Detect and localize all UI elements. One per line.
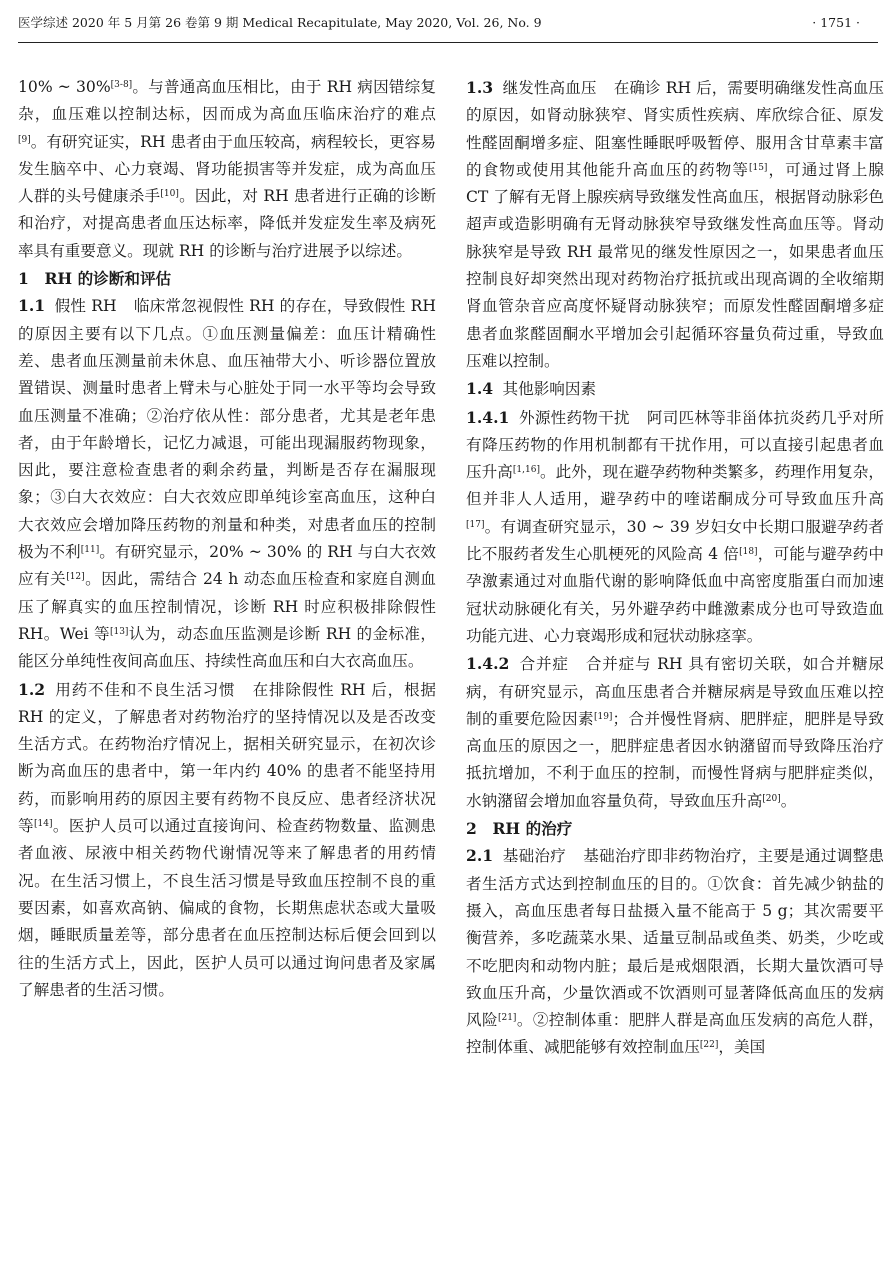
- text: 10% ~ 30%: [18, 78, 111, 96]
- text: ；合并慢性肾病、肥胖症，肥胖是导致高血压的原因之一，肥胖症患者因水钠潴留而导致降压治疗抵抗增加，不利于血压的控制，而慢性肾病与肥胖症类似，水钠潴留会增加血容量负荷，导致血压升高: [466, 709, 884, 810]
- citation: [13]: [109, 626, 129, 637]
- text: 合并症与 RH 具有密切关联，如合并糖尿病，有研究显示，高血压患者合并糖尿病是导致血压难以控制的重要危险因素: [466, 655, 884, 728]
- section-1-4: [466, 375, 884, 403]
- journal-citation: 医学综述 2020 年 5 月第 26 卷第 9 期 Medical Recapitulate, May 2020, Vol. 26, No. 9: [18, 15, 542, 30]
- text: 认为，动态血压监测是诊断 RH 的金标准，能区分单纯性夜间高血压、持续性高血压和白大衣高血压。: [18, 624, 436, 671]
- section-title: 继发性高血压: [502, 79, 597, 97]
- citation: [17]: [466, 519, 485, 530]
- text: ，美国: [718, 1038, 766, 1057]
- section-number: 1.3: [466, 78, 494, 97]
- text: ，可能与避孕药中孕激素通过对血脂代谢的影响降低血中高密度脂蛋白而加速冠状动脉硬化有关，另外避孕药中雌激素成分也可导致造血功能亢进、心力衰竭形成和冠状动脉痉挛。: [466, 545, 884, 645]
- right-column: [466, 74, 884, 1062]
- section-number: 2.1: [466, 846, 494, 866]
- section-heading-2: 2 RH 的治疗: [466, 819, 573, 839]
- page-number: · 1751 ·: [812, 15, 860, 30]
- section-title: 假性 RH: [54, 297, 117, 316]
- running-header: [18, 4, 878, 43]
- text: 。有研究证实，RH 患者由于血压较高，病程较长，更容易发生脑卒中、心力衰竭、肾功能损害等并发症，成为高血压人群的头号健康杀手: [18, 132, 436, 206]
- text: ，可通过肾上腺 CT 了解有无肾上腺疾病导致继发性高血压，根据肾动脉彩色超声或造影明确有无肾动脉狭窄导致继发性高血压等。肾动脉狭窄是导致 RH 最常见的继发性原因之一，如果患者血压控制良好却突然出现对药物治疗抵抗或出现高调的全收缩期肾血管杂音应高度怀疑肾动脉狭窄；而原发性醛固酮增多症患者血浆醛固酮水平增加会引起循环容量负荷过重，导致血压难以控制。: [466, 160, 884, 370]
- section-1-4-1: [466, 404, 884, 651]
- section-number: 1.1: [18, 296, 46, 316]
- section-title: 外源性药物干扰: [518, 408, 630, 427]
- text: 。有研究显示，20% ~ 30% 的 RH 与白大衣效应有关: [18, 543, 436, 589]
- section-heading-1: 1 RH 的诊断和评估: [18, 269, 172, 289]
- citation: [15]: [748, 162, 768, 173]
- citation: [1,16]: [512, 465, 540, 476]
- section-title: 基础治疗: [502, 847, 567, 866]
- text: 。医护人员可以通过直接询问、检查药物数量、监测患者血液、尿液中相关药物代谢情况等来了解患者的用药情况。在生活习惯上，不良生活习惯是导致血压控制不良的重要因素，如喜欢高钠、偏咸的食物，长期焦虑状态或大量吸烟，睡眠质量差等，部分患者在血压控制达标后便会回到以往的生活方式上，因此，医护人员可以通过询问患者及家属了解患者的生活习惯。: [18, 817, 436, 999]
- section-number: 1.4.2: [466, 654, 510, 674]
- citation: [21]: [497, 1013, 517, 1024]
- section-1-3: [466, 74, 884, 375]
- section-1-4-2: [466, 650, 884, 815]
- section-title: 合并症: [518, 655, 569, 674]
- citation: [14]: [33, 819, 53, 830]
- text: 。因此，需结合 24 h 动态血压检查和家庭自测血压了解真实的血压控制情况，诊断 RH 时应积极排除假性 RH。Wei 等: [18, 570, 436, 643]
- text: 。此外，现在避孕药物种类繁多，药理作用复杂，但并非人人适用，避孕药中的喹诺酮成分可导致血压升高: [466, 463, 884, 509]
- citation: [3-8]: [110, 80, 133, 90]
- citation: [22]: [699, 1040, 719, 1051]
- text: 。与普通高血压相比，由于 RH 病因错综复杂，血压难以控制达标，因而成为高血压临床治疗的难点: [18, 78, 436, 124]
- section-title: 用药不佳和不良生活习惯: [54, 680, 236, 699]
- section-number: 1.4: [466, 379, 494, 399]
- citation: [12]: [66, 572, 85, 583]
- section-title: 其他影响因素: [502, 380, 597, 399]
- text: 。: [780, 791, 797, 810]
- section-number: 1.4.1: [466, 407, 510, 427]
- section-2-1: [466, 842, 884, 1061]
- intro-paragraph: [18, 74, 436, 265]
- section-1-2: [18, 676, 436, 1005]
- citation: [11]: [80, 545, 100, 556]
- left-column: [18, 74, 436, 1004]
- text: 。有调查研究显示，30 ~ 39 岁妇女中长期口服避孕药者比不服药者发生心肌梗死的风险高 4 倍: [466, 517, 884, 564]
- text: 阿司匹林等非甾体抗炎药几乎对所有降压药物的作用机制都有干扰作用，可以直接引起患者血压升高: [466, 408, 884, 482]
- citation: [10]: [160, 189, 179, 200]
- text: 临床常忽视假性 RH 的存在，导致假性 RH 的原因主要有以下几点。①血压测量偏差：血压计精确性差、患者血压测量前未休息、血压袖带大小、听诊器位置放置错误、测量时患者上臂未与心脏处于同一水平等均会导致血压测量不准确；②治疗依从性：部分患者，尤其是老年患者，由于年龄增长，记忆力减退，可能出现漏服药物现象，因此，要注意检查患者的剩余药量，判断是否存在漏服现象；③白大衣效应：白大衣效应即单纯诊室高血压，这种白大衣效应会增加降压药物的剂量和种类，对患者血压的控制极为不利: [18, 297, 436, 562]
- citation: [18]: [739, 547, 758, 558]
- text: 基础治疗即非药物治疗，主要是通过调整患者生活方式达到控制血压的目的。①饮食：首先减少钠盐的摄入，高血压患者每日盐摄入量不能高于 5 g；其次需要平衡营养，多吃蔬菜水果、适量豆制品或鱼类、奶类，少吃或不吃肥肉和动物内脏；最后是戒烟限酒，长期大量饮酒可导致血压升高，少量饮酒或不饮酒则可显著降低高血压的发病风险: [466, 847, 884, 1030]
- text: 在排除假性 RH 后，根据 RH 的定义，了解患者对药物治疗的坚持情况以及是否改变生活方式。在药物治疗情况上，据相关研究显示，在初次诊断为高血压的患者中，第一年内约 40% 的患者不能坚持用药，而影响用药的原因主要有药物不良反应、患者经济状况等: [18, 680, 436, 836]
- citation: [20]: [762, 793, 781, 804]
- citation: [9]: [18, 134, 31, 145]
- text: 。因此，对 RH 患者进行正确的诊断和治疗，对提高患者血压达标率，降低并发症发生率及病死率具有重要意义。现就 RH 的诊断与治疗进展予以综述。: [18, 187, 436, 260]
- text: 。②控制体重：肥胖人群是高血压发病的高危人群，控制体重、减肥能够有效控制血压: [466, 1011, 884, 1057]
- section-1-1: [18, 292, 436, 675]
- section-number: 1.2: [18, 679, 46, 699]
- citation: [19]: [593, 711, 613, 722]
- text: 在确诊 RH 后，需要明确继发性高血压的原因，如肾动脉狭窄、肾实质性疾病、库欣综合征、原发性醛固酮增多症、阻塞性睡眠呼吸暂停、服用含甘草素丰富的食物或使用其他能升高血压的药物等: [466, 79, 884, 179]
